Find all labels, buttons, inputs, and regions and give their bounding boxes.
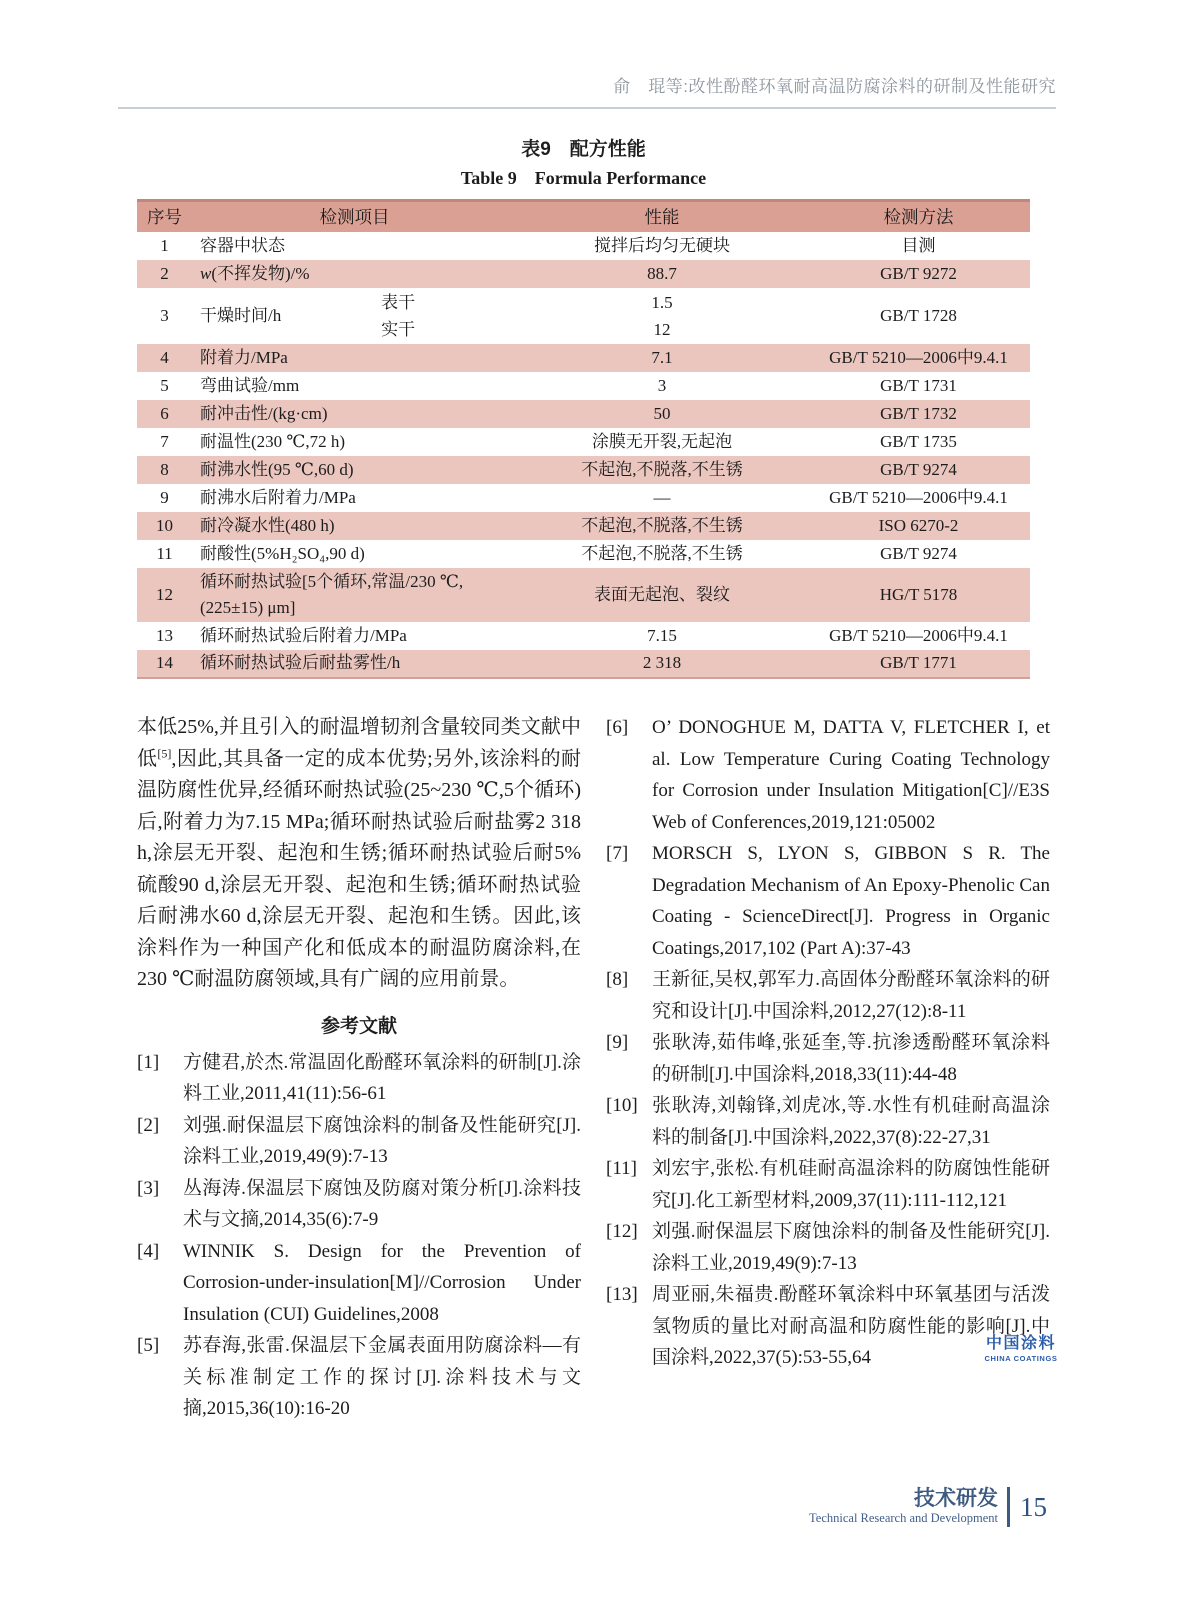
cell-method: GB/T 9274 xyxy=(880,543,957,563)
header-no: 序号 xyxy=(137,201,192,232)
reference-number: [2] xyxy=(137,1114,160,1136)
table-row xyxy=(137,512,1030,540)
cell-perf: 3 xyxy=(657,375,667,395)
cell-item: 容器中状态 xyxy=(200,235,285,255)
cell-perf: 2 318 xyxy=(642,653,682,673)
footer-section-zh: 技术研发 xyxy=(914,1487,998,1510)
table-row xyxy=(137,372,1030,400)
reference-item xyxy=(606,838,1050,964)
cell-no: 5 xyxy=(160,375,169,395)
reference-number: [3] xyxy=(137,1177,160,1199)
reference-text: WINNIK S. Design for the Prevention of Corrosion-under-insulation[M]//Corrosion Under Insulation (CUI) Guidelines,2008 xyxy=(183,1240,581,1325)
table-row xyxy=(137,288,1030,344)
item-symbol: w xyxy=(200,263,212,283)
item-rest: (不挥发物)/% xyxy=(211,263,310,283)
table-row xyxy=(137,456,1030,484)
cell-method: GB/T 1732 xyxy=(880,403,957,423)
reference-item xyxy=(606,1216,1050,1279)
table-row xyxy=(137,622,1030,650)
table-row xyxy=(137,260,1030,288)
cell-item xyxy=(192,288,517,344)
cell-item xyxy=(192,260,517,288)
cell-perf xyxy=(517,288,807,344)
table-row xyxy=(137,232,1030,260)
header-perf: 性能 xyxy=(517,201,807,232)
table-row xyxy=(137,484,1030,512)
cell-no: 10 xyxy=(156,515,173,535)
table-row xyxy=(137,540,1030,568)
cell-perf: — xyxy=(653,487,671,507)
reference-text: 方健君,於杰.常温固化酚醛环氧涂料的研制[J].涂料工业,2011,41(11):56-61 xyxy=(183,1051,581,1104)
table-row xyxy=(137,650,1030,678)
two-column-text xyxy=(137,712,1050,1425)
reference-number: [13] xyxy=(606,1284,638,1305)
cell-no: 12 xyxy=(156,584,173,604)
cell-perf: 不起泡,不脱落,不生锈 xyxy=(581,515,743,535)
reference-item xyxy=(137,1173,581,1236)
cell-method: GB/T 5210—2006中9.4.1 xyxy=(829,625,1008,645)
reference-text: 张耿涛,刘翰锋,刘虎冰,等.水性有机硅耐高温涂料的制备[J].中国涂料,2022,37(8):22-27,31 xyxy=(652,1095,1050,1148)
footer-section-en: Technical Research and Development xyxy=(809,1511,998,1525)
sub-label: 表干 xyxy=(381,292,416,312)
sub-value: 1.5 xyxy=(651,292,673,312)
cell-no: 4 xyxy=(160,347,169,367)
cell-no: 8 xyxy=(160,459,169,479)
table-row xyxy=(137,344,1030,372)
body-text: ,因此,其具备一定的成本优势;另外,该涂料的耐温防腐性优异,经循环耐热试验(25~230 ℃,5个循环)后,附着力为7.15 MPa;循环耐热试验后耐盐雾2 318 h,涂层无开裂、起泡和生锈;循环耐热试验后耐5%硫酸90 d,涂层无开裂、起泡和生锈;循环耐热试验后耐沸水60 d,涂层无开裂、起泡和生锈。因此,该涂料作为一种国产化和低成本的耐温防腐涂料,在230 ℃耐温防腐领域,具有广阔的应用前景。 xyxy=(137,747,582,990)
cell-method: ISO 6270-2 xyxy=(878,515,959,535)
cell-item: 弯曲试验/mm xyxy=(200,375,300,395)
cell-no: 13 xyxy=(156,625,173,645)
reference-text: 刘宏宇,张松.有机硅耐高温涂料的防腐蚀性能研究[J].化工新型材料,2009,37(11):111-112,121 xyxy=(652,1158,1050,1211)
reference-text: 丛海涛.保温层下腐蚀及防腐对策分析[J].涂料技术与文摘,2014,35(6):7-9 xyxy=(183,1177,581,1230)
header-method: 检测方法 xyxy=(807,201,1030,232)
body-text: 本低25%,并且引入的耐温增韧剂含量较同类文献中低 xyxy=(137,716,581,770)
reference-text: 王新征,吴权,郭军力.高固体分酚醛环氧涂料的研究和设计[J].中国涂料,2012,27(12):8-11 xyxy=(652,969,1050,1022)
cell-no: 2 xyxy=(160,263,169,283)
table-row xyxy=(137,428,1030,456)
reference-number: [4] xyxy=(137,1240,160,1262)
reference-text: 张耿涛,茹伟峰,张延奎,等.抗渗透酚醛环氧涂料的研制[J].中国涂料,2018,33(11):44-48 xyxy=(652,1032,1050,1085)
reference-item xyxy=(137,1047,581,1110)
table-title-en: Table 9 Formula Performance xyxy=(460,168,707,188)
cell-no: 7 xyxy=(160,431,169,451)
reference-text: 周亚丽,朱福贵.酚醛环氧涂料中环氧基团与活泼氢物质的量比对耐高温和防腐性能的影响[J].中国涂料,2022,37(5):53-55,64 xyxy=(652,1284,1050,1368)
reference-item xyxy=(606,1090,1050,1153)
references-heading: 参考文献 xyxy=(320,1015,397,1037)
reference-item xyxy=(606,1027,1050,1090)
citation-superscript: [5] xyxy=(157,745,172,760)
logo-text-en: CHINA COATINGS xyxy=(984,1354,1058,1363)
reference-text: 刘强.耐保温层下腐蚀涂料的制备及性能研究[J].涂料工业,2019,49(9):7-13 xyxy=(183,1114,581,1167)
table-row xyxy=(137,568,1030,622)
cell-item: 耐温性(230 ℃,72 h) xyxy=(200,431,346,451)
body-paragraph xyxy=(137,712,581,996)
cell-item: 循环耐热试验后耐盐雾性/h xyxy=(200,653,401,673)
cell-no: 14 xyxy=(156,653,173,673)
item-label: 干燥时间/h xyxy=(200,305,282,325)
table-title-zh: 表9 配方性能 xyxy=(521,139,646,160)
cell-method: HG/T 5178 xyxy=(879,584,958,604)
cell-item: 循环耐热试验[5个循环,常温/230 ℃,(225±15) μm] xyxy=(200,571,464,617)
cell-method: GB/T 5210—2006中9.4.1 xyxy=(829,347,1008,367)
sub-label: 实干 xyxy=(381,319,416,339)
formula-performance-table xyxy=(137,199,1030,679)
reference-text: MORSCH S, LYON S, GIBBON S R. The Degradation Mechanism of An Epoxy-Phenolic Can Coating - ScienceDirect[J]. Progress in Organic Coatings,2017,102 (Part A):37-43 xyxy=(652,843,1050,959)
cell-method: GB/T 9272 xyxy=(880,263,957,283)
cell-perf: 7.1 xyxy=(651,347,673,367)
cell-no: 6 xyxy=(160,403,169,423)
reference-number: [6] xyxy=(606,717,629,738)
reference-item xyxy=(606,964,1050,1027)
cell-no: 3 xyxy=(160,305,169,325)
table-block xyxy=(137,134,1030,679)
cell-no: 11 xyxy=(156,543,173,563)
cell-item: 耐冷凝水性(480 h) xyxy=(200,515,335,535)
cell-item: 循环耐热试验后附着力/MPa xyxy=(200,625,407,645)
cell-method: GB/T 1731 xyxy=(880,375,957,395)
cell-method: GB/T 1735 xyxy=(880,431,957,451)
reference-number: [11] xyxy=(606,1158,637,1179)
reference-number: [12] xyxy=(606,1221,638,1242)
reference-number: [8] xyxy=(606,969,629,990)
table-row xyxy=(137,400,1030,428)
reference-item xyxy=(606,712,1050,838)
right-column xyxy=(606,712,1050,1425)
cell-perf: 不起泡,不脱落,不生锈 xyxy=(581,459,743,479)
cell-perf: 88.7 xyxy=(647,263,677,283)
reference-text: 刘强.耐保温层下腐蚀涂料的制备及性能研究[J].涂料工业,2019,49(9):7-13 xyxy=(652,1221,1050,1274)
reference-number: [5] xyxy=(137,1335,160,1356)
sub-value: 12 xyxy=(653,319,671,339)
cell-method: GB/T 9274 xyxy=(880,459,957,479)
cell-item: 耐冲击性/(kg·cm) xyxy=(200,403,328,423)
cell-method: GB/T 1728 xyxy=(880,305,957,325)
cell-perf: 不起泡,不脱落,不生锈 xyxy=(581,543,743,563)
cell-perf: 表面无起泡、裂纹 xyxy=(594,584,730,604)
reference-item xyxy=(606,1153,1050,1216)
cell-item: 耐沸水后附着力/MPa xyxy=(200,487,356,507)
page-number: 15 xyxy=(1020,1491,1047,1522)
reference-item xyxy=(137,1236,581,1331)
table-header-row xyxy=(137,201,1030,232)
reference-number: [1] xyxy=(137,1051,160,1073)
cell-perf: 7.15 xyxy=(647,625,677,645)
cell-item: 附着力/MPa xyxy=(200,347,288,367)
cell-method: GB/T 5210—2006中9.4.1 xyxy=(829,487,1008,507)
reference-text: 苏春海,张雷.保温层下金属表面用防腐涂料—有关标准制定工作的探讨[J].涂料技术与文摘,2015,36(10):16-20 xyxy=(183,1335,581,1419)
reference-number: [10] xyxy=(606,1095,638,1116)
china-coatings-logo xyxy=(978,1330,1064,1363)
cell-perf: 50 xyxy=(653,403,671,423)
left-column xyxy=(137,712,581,1425)
cell-item: 耐酸性(5%H₂SO₄,90 d) xyxy=(200,543,365,563)
cell-no: 1 xyxy=(160,235,169,255)
dry-sub-labels xyxy=(381,289,415,343)
reference-number: [7] xyxy=(606,843,629,864)
cell-item: 耐沸水性(95 ℃,60 d) xyxy=(200,459,354,479)
cell-no: 9 xyxy=(160,487,169,507)
reference-number: [9] xyxy=(606,1032,629,1053)
reference-text: O’ DONOGHUE M, DATTA V, FLETCHER I, et al. Low Temperature Curing Coating Technology for Corrosion under Insulation Mitigation[C]//E3S Web of Conferences,2019,121:05002 xyxy=(652,717,1050,833)
header-item: 检测项目 xyxy=(192,201,517,232)
cell-method: GB/T 1771 xyxy=(880,653,957,673)
logo-text-zh: 中国涂料 xyxy=(985,1335,1056,1352)
cell-perf: 涂膜无开裂,无起泡 xyxy=(591,431,733,451)
cell-method: 目测 xyxy=(901,235,936,255)
footer-section-label xyxy=(809,1487,1007,1527)
running-title: 俞 琨等:改性酚醛环氧耐高温防腐涂料的研制及性能研究 xyxy=(118,72,1056,109)
reference-item xyxy=(137,1330,581,1425)
page-footer xyxy=(809,1487,1047,1527)
reference-item xyxy=(137,1110,581,1173)
cell-perf: 搅拌后均匀无硬块 xyxy=(594,235,730,255)
